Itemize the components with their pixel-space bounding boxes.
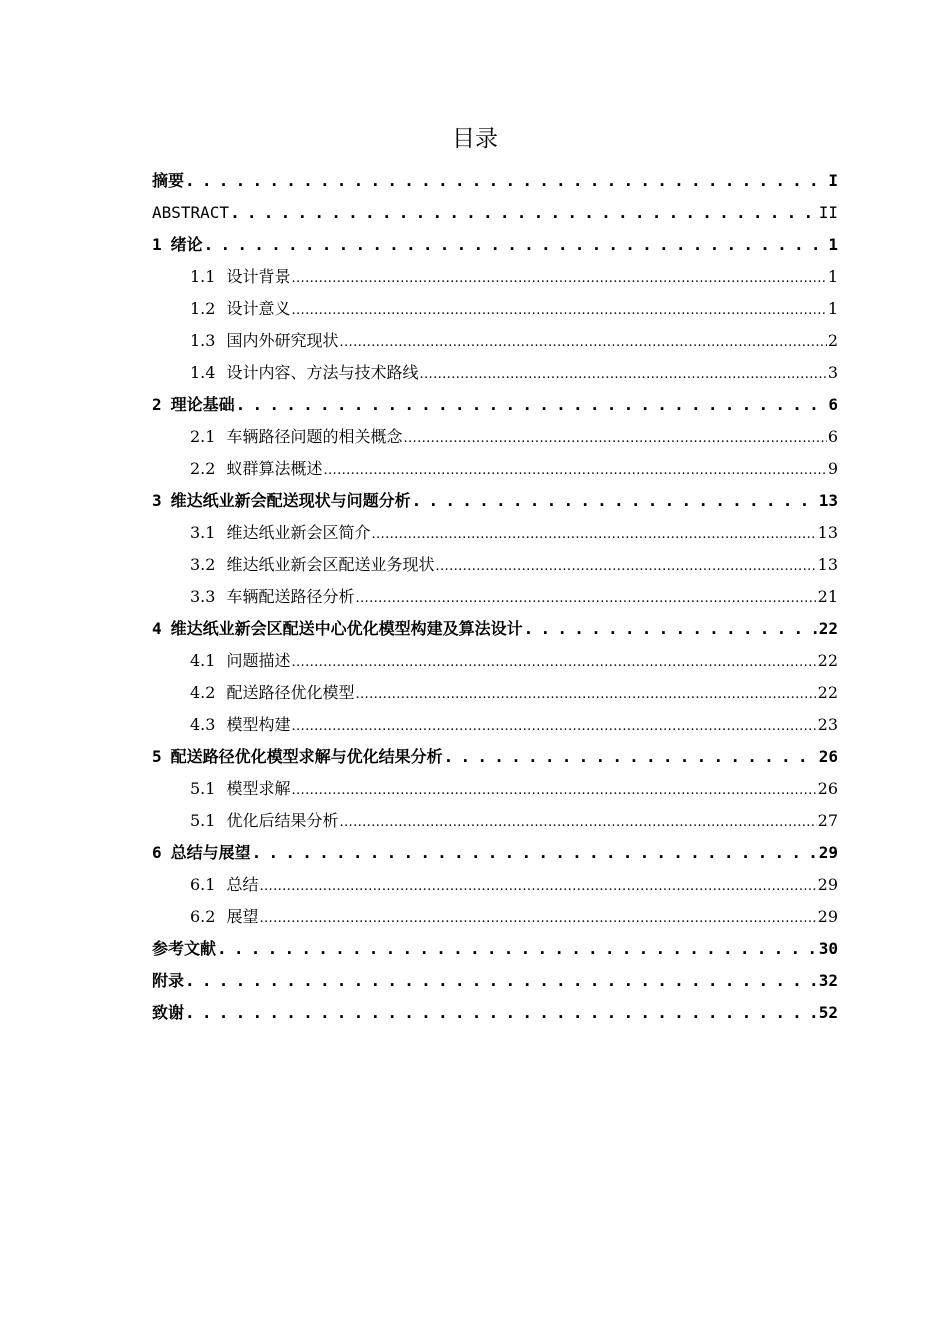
- toc-leader-dots: [291, 293, 826, 325]
- toc-entry-title: 设计内容、方法与技术路线: [226, 363, 419, 382]
- toc-entry-number: 6.1: [190, 875, 216, 894]
- toc-entry-title: 展望: [226, 907, 259, 926]
- toc-entry-number: 1.4: [190, 363, 216, 382]
- toc-page-number: 29: [817, 907, 838, 926]
- toc-entry-number: 4.1: [190, 651, 216, 670]
- toc-entry-section-1-3[interactable]: [152, 325, 838, 357]
- toc-leader-dots: [524, 613, 818, 645]
- toc-leader-dots: [403, 421, 826, 453]
- toc-page-number: 29: [818, 843, 838, 862]
- toc-entry-abstract-en[interactable]: [152, 197, 838, 229]
- toc-entry-acknowledgements[interactable]: [152, 997, 838, 1029]
- toc-entry-section-4-3[interactable]: [152, 709, 838, 741]
- toc-entry-number: 4: [152, 619, 162, 638]
- toc-entry-title: 配送路径优化模型: [226, 683, 355, 702]
- toc-entry-section-3-1[interactable]: [152, 517, 838, 549]
- toc-leader-dots: [204, 229, 828, 261]
- toc-entry-number: 1.3: [190, 331, 216, 350]
- toc-leader-dots: [323, 453, 826, 485]
- toc-entry-section-2-1[interactable]: [152, 421, 838, 453]
- toc-entry-section-1-4[interactable]: [152, 357, 838, 389]
- toc-page-number: I: [828, 171, 838, 190]
- toc-page-number: 30: [818, 939, 838, 958]
- toc-entry-section-1-1[interactable]: [152, 261, 838, 293]
- toc-page-number: 27: [817, 811, 838, 830]
- toc-leader-dots: [291, 773, 816, 805]
- toc-leader-dots: [371, 517, 816, 549]
- toc-entry-number: 3.3: [190, 587, 216, 606]
- toc-page-number: 23: [817, 715, 838, 734]
- toc-entry-title: 绪论: [170, 235, 203, 254]
- toc-page-number: 52: [818, 1003, 838, 1022]
- toc-entry-number: 2.2: [190, 459, 216, 478]
- toc-entry-title: 摘要: [152, 171, 185, 190]
- toc-entry-title: 总结与展望: [170, 843, 251, 862]
- toc-entry-section-2-2[interactable]: [152, 453, 838, 485]
- toc-entry-chapter-3[interactable]: [152, 485, 838, 517]
- toc-leader-dots: [419, 357, 826, 389]
- toc-page-number: 1: [827, 299, 838, 318]
- toc-leader-dots: [259, 901, 816, 933]
- toc-leader-dots: [435, 549, 816, 581]
- toc-page-number: 1: [828, 235, 838, 254]
- toc-entry-number: 2.1: [190, 427, 216, 446]
- toc-entry-number: 1: [152, 235, 162, 254]
- toc-entry-title: 理论基础: [170, 395, 235, 414]
- toc-entry-title: 车辆配送路径分析: [226, 587, 355, 606]
- toc-leader-dots: [259, 869, 816, 901]
- toc-entry-title: 维达纸业新会区配送中心优化模型构建及算法设计: [170, 619, 523, 638]
- toc-entry-number: 4.2: [190, 683, 216, 702]
- toc-page-number: 13: [818, 491, 838, 510]
- toc-leader-dots: [185, 165, 827, 197]
- toc-entry-title: 车辆路径问题的相关概念: [226, 427, 403, 446]
- toc-leader-dots: [252, 837, 818, 869]
- toc-page-number: 22: [817, 683, 838, 702]
- toc-page-number: 22: [818, 619, 838, 638]
- toc-entry-references[interactable]: [152, 933, 838, 965]
- toc-entry-chapter-6[interactable]: [152, 837, 838, 869]
- page-title: 目录: [452, 126, 498, 152]
- toc-page-number: 1: [827, 267, 838, 286]
- toc-entry-section-1-2[interactable]: [152, 293, 838, 325]
- toc-entry-title: 国内外研究现状: [226, 331, 339, 350]
- toc-entry-section-5-1b[interactable]: [152, 805, 838, 837]
- toc-entry-title: 模型构建: [226, 715, 291, 734]
- toc-entry-number: 3.2: [190, 555, 216, 574]
- toc-page-number: 29: [817, 875, 838, 894]
- toc-entry-title: 参考文献: [152, 939, 217, 958]
- toc-entry-title: ABSTRACT: [152, 203, 230, 222]
- toc-page-number: 32: [818, 971, 838, 990]
- toc-entry-number: 6: [152, 843, 162, 862]
- toc-page-number: 2: [827, 331, 838, 350]
- toc-entry-title: 优化后结果分析: [226, 811, 339, 830]
- toc-page-number: 22: [817, 651, 838, 670]
- toc-entry-number: 6.2: [190, 907, 216, 926]
- toc-entry-section-4-2[interactable]: [152, 677, 838, 709]
- toc-entry-title: 维达纸业新会区简介: [226, 523, 371, 542]
- toc-entry-section-6-2[interactable]: [152, 901, 838, 933]
- toc-leader-dots: [412, 485, 818, 517]
- toc-leader-dots: [291, 261, 826, 293]
- toc-entry-number: 4.3: [190, 715, 216, 734]
- toc-page-number: 13: [817, 523, 838, 542]
- toc-page-number: 3: [827, 363, 838, 382]
- toc-entry-section-5-1[interactable]: [152, 773, 838, 805]
- toc-entry-chapter-1[interactable]: [152, 229, 838, 261]
- toc-leader-dots: [291, 645, 816, 677]
- toc-page-number: 21: [817, 587, 838, 606]
- toc-entry-title: 蚁群算法概述: [226, 459, 323, 478]
- toc-entry-number: 1.1: [190, 267, 216, 286]
- toc-leader-dots: [185, 965, 818, 997]
- toc-entry-number: 5.1: [190, 779, 216, 798]
- toc-entry-title: 附录: [152, 971, 185, 990]
- toc-entry-number: 3.1: [190, 523, 216, 542]
- toc-entry-number: 3: [152, 491, 162, 510]
- toc-entry-number: 5: [152, 747, 162, 766]
- toc-page-number: 9: [827, 459, 838, 478]
- toc-entry-title: 总结: [226, 875, 259, 894]
- toc-entry-number: 2: [152, 395, 162, 414]
- table-of-contents: [152, 165, 838, 1029]
- toc-page-number: 26: [818, 747, 838, 766]
- toc-page-number: 6: [828, 395, 838, 414]
- toc-entry-appendix[interactable]: [152, 965, 838, 997]
- toc-entry-section-3-3[interactable]: [152, 581, 838, 613]
- toc-entry-section-4-1[interactable]: [152, 645, 838, 677]
- toc-entry-section-6-1[interactable]: [152, 869, 838, 901]
- toc-entry-chapter-2[interactable]: [152, 389, 838, 421]
- toc-page-number: 6: [827, 427, 838, 446]
- toc-entry-title: 维达纸业新会区配送业务现状: [226, 555, 435, 574]
- toc-leader-dots: [355, 677, 816, 709]
- toc-page-number: II: [818, 203, 838, 222]
- toc-entry-number: 5.1: [190, 811, 216, 830]
- toc-leader-dots: [444, 741, 818, 773]
- toc-leader-dots: [236, 389, 828, 421]
- toc-entry-abstract-cn[interactable]: [152, 165, 838, 197]
- toc-page-number: 26: [817, 779, 838, 798]
- toc-leader-dots: [355, 581, 816, 613]
- toc-entry-title: 配送路径优化模型求解与优化结果分析: [170, 747, 443, 766]
- toc-entry-title: 维达纸业新会配送现状与问题分析: [170, 491, 411, 510]
- toc-leader-dots: [339, 325, 826, 357]
- toc-leader-dots: [291, 709, 816, 741]
- toc-entry-section-3-2[interactable]: [152, 549, 838, 581]
- toc-leader-dots: [217, 933, 818, 965]
- toc-entry-title: 模型求解: [226, 779, 291, 798]
- toc-page-number: 13: [817, 555, 838, 574]
- toc-entry-title: 设计背景: [226, 267, 291, 286]
- toc-entry-title: 致谢: [152, 1003, 185, 1022]
- toc-leader-dots: [230, 197, 818, 229]
- toc-leader-dots: [339, 805, 816, 837]
- toc-leader-dots: [185, 997, 818, 1029]
- toc-entry-title: 问题描述: [226, 651, 291, 670]
- toc-entry-number: 1.2: [190, 299, 216, 318]
- toc-entry-title: 设计意义: [226, 299, 291, 318]
- toc-entry-chapter-5[interactable]: [152, 741, 838, 773]
- toc-entry-chapter-4[interactable]: [152, 613, 838, 645]
